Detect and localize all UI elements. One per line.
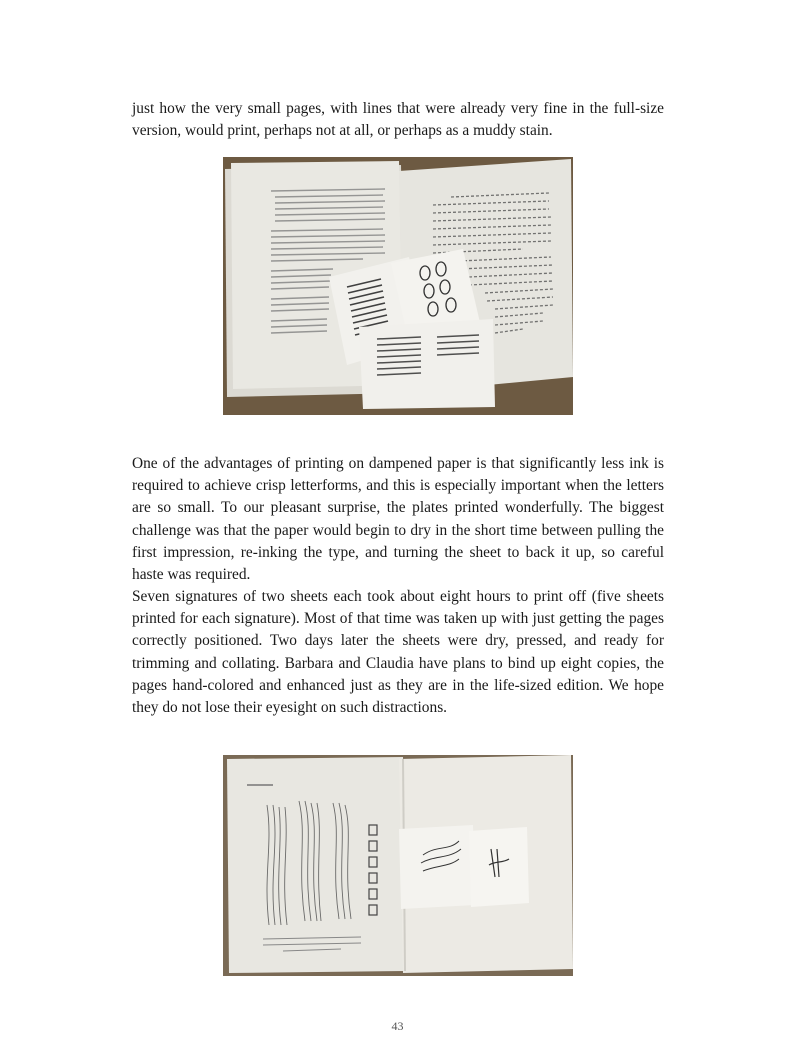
paragraph-signatures: Seven signatures of two sheets each took about eight hours to print off (five sheets printed for each signature). Most of that time was taken up with just getting the pages correctly positioned. Two days later the sheets were dry, pressed, and ready for trimming and collating. Barbara and Claudia have plans to bind up eight copies, the pages hand-colored and enhanced just as they are in the life-sized edition. We hope they do not lose their eyesight on such distractions.	[132, 588, 664, 717]
paragraph-dampened-paper: One of the advantages of printing on dampened paper is that significantly less ink is required to achieve crisp letterforms, and this is especially important when the letters are so small. To our pleasant surprise, the plates printed wonderfully. The biggest challenge was that the paper would begin to dry in the short time between pulling the first impression, re-inking the type, and turning the sheet to back it up, so careful haste was required.	[132, 455, 664, 584]
photo-printed-sheets-with-miniature-pages	[223, 157, 573, 415]
page-number: 43	[391, 1019, 404, 1033]
photo-plates-with-miniature-prints	[223, 755, 573, 976]
paragraph-intro: just how the very small pages, with lines that were already very fine in the full-size version, would print, perhaps not at all, or perhaps as a muddy stain.	[132, 100, 664, 140]
